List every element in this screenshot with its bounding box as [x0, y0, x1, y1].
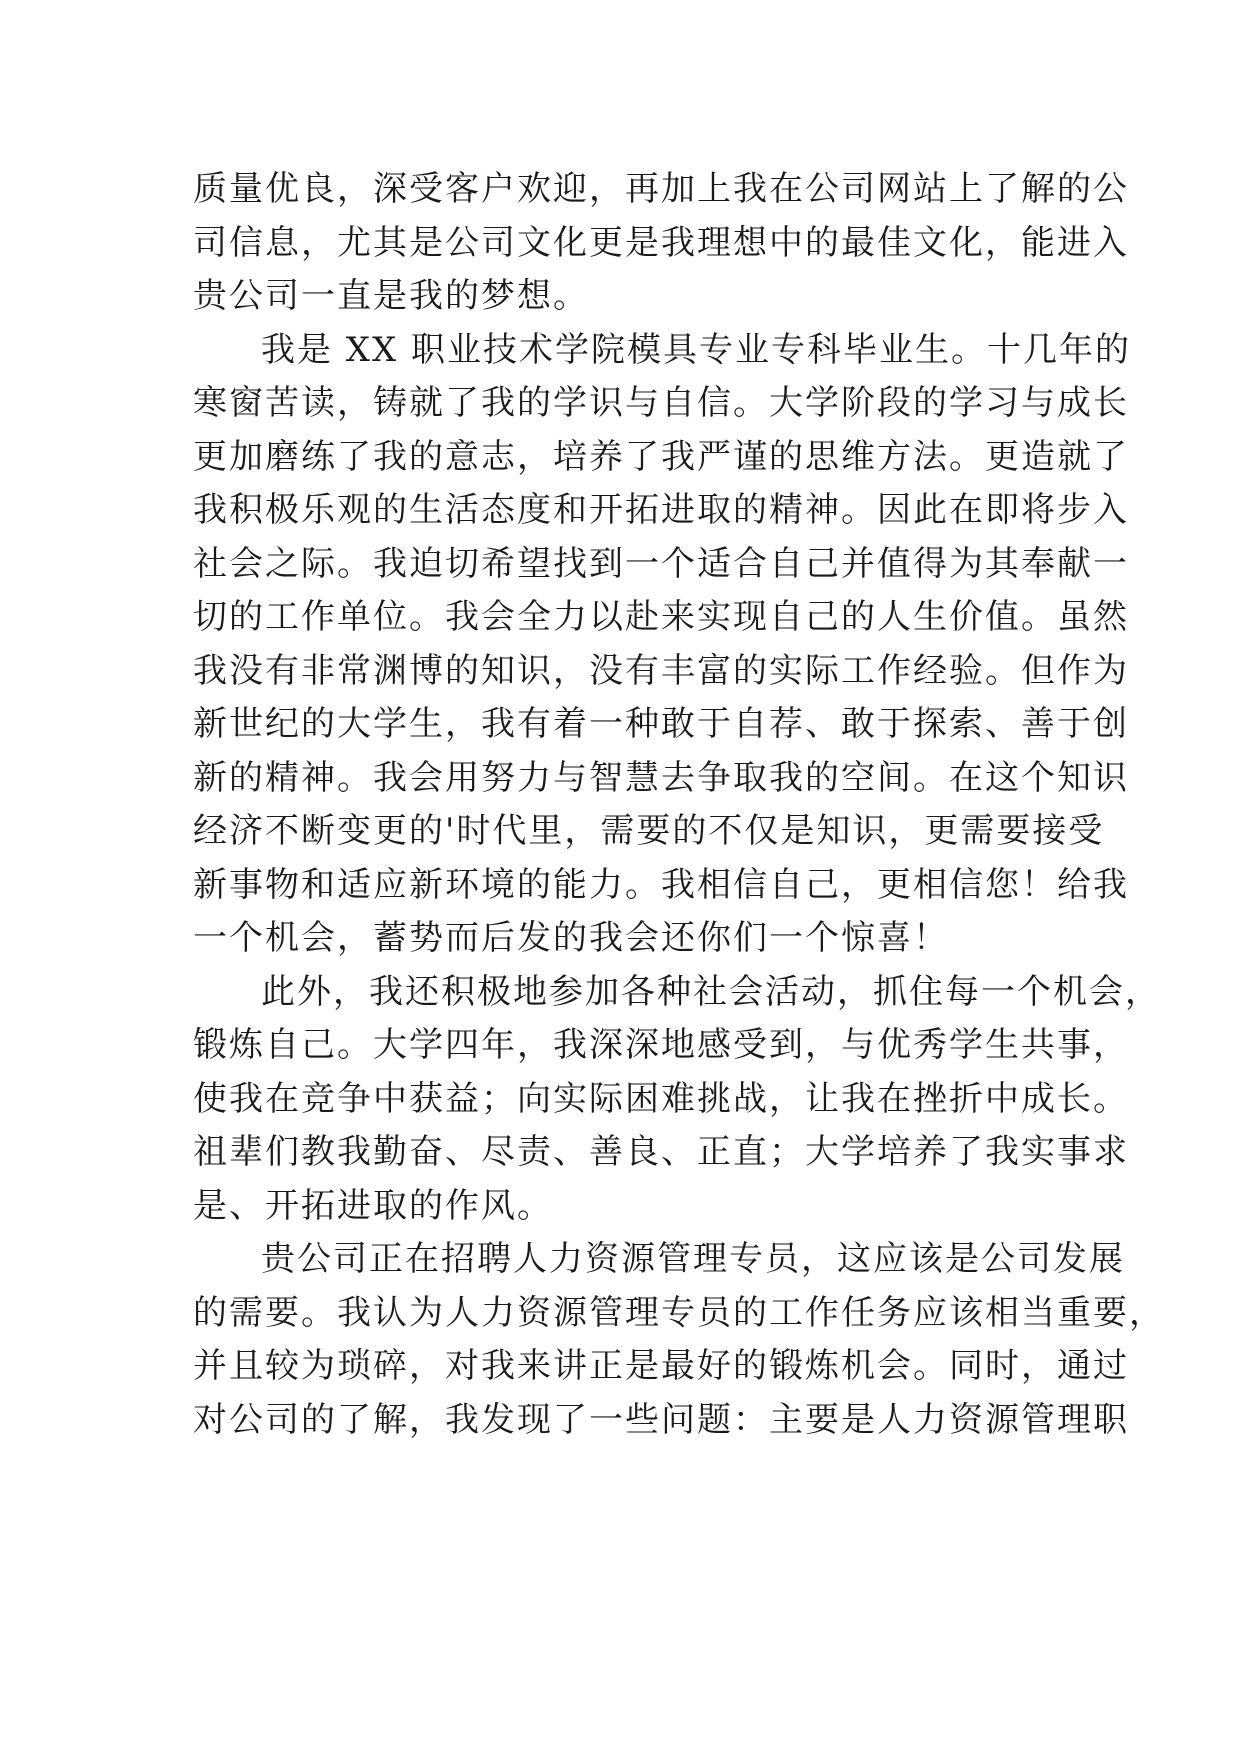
text-line: 新世纪的大学生，我有着一种敢于自荐、敢于探索、善于创 [193, 704, 1129, 744]
text-line: 司信息，尤其是公司文化更是我理想中的最佳文化，能进入 [193, 222, 1129, 263]
text-line: 是、开拓进取的作风。 [193, 1185, 553, 1226]
text-line: 的需要。我认为人力资源管理专员的工作任务应该相当重要， [193, 1292, 1165, 1333]
text-line: 切的工作单位。我会全力以赴来实现自己的人生价值。虽然 [193, 597, 1129, 637]
text-line: 经济不断变更的'时代里，需要的不仅是知识，更需要接受 [193, 811, 1105, 851]
text-line: 祖辈们教我勤奋、尽责、善良、正直；大学培养了我实事求 [193, 1132, 1129, 1172]
text-line: 贵公司正在招聘人力资源管理专员，这应该是公司发展 [261, 1239, 1125, 1279]
paragraph-1 [193, 163, 1129, 324]
text-line: 寒窗苦读，铸就了我的学识与自信。大学阶段的学习与成长 [193, 383, 1129, 423]
text-line: 对公司的了解，我发现了一些问题：主要是人力资源管理职 [193, 1399, 1129, 1440]
paragraph-2 [193, 324, 1132, 966]
text-line: 我积极乐观的生活态度和开拓进取的精神。因此在即将步入 [193, 490, 1129, 530]
paragraph-3 [193, 966, 1161, 1234]
text-line: 我是 XX 职业技术学院模具专业专科毕业生。十几年的 [261, 329, 1132, 370]
text-line: 新的精神。我会用努力与智慧去争取我的空间。在这个知识 [193, 757, 1129, 798]
text-line: 社会之际。我迫切希望找到一个适合自己并值得为其奉献一 [193, 543, 1129, 584]
text-line: 锻炼自己。大学四年，我深深地感受到，与优秀学生共事， [193, 1025, 1129, 1065]
text-line: 并且较为琐碎，对我来讲正是最好的锻炼机会。同时，通过 [193, 1346, 1129, 1386]
text-line: 一个机会，蓄势而后发的我会还你们一个惊喜！ [193, 918, 949, 958]
text-line: 贵公司一直是我的梦想。 [193, 276, 589, 316]
text-line: 我没有非常渊博的知识，没有丰富的实际工作经验。但作为 [193, 650, 1129, 691]
text-line: 新事物和适应新环境的能力。我相信自己，更相信您！给我 [193, 864, 1129, 905]
text-line: 质量优良，深受客户欢迎，再加上我在公司网站上了解的公 [193, 169, 1129, 209]
text-line: 此外，我还积极地参加各种社会活动，抓住每一个机会， [261, 971, 1161, 1012]
text-line: 更加磨练了我的意志，培养了我严谨的思维方法。更造就了 [193, 436, 1129, 477]
document-body [193, 163, 1165, 1447]
paragraph-4 [193, 1233, 1165, 1447]
text-line: 使我在竞争中获益；向实际困难挑战，让我在挫折中成长。 [193, 1078, 1129, 1119]
